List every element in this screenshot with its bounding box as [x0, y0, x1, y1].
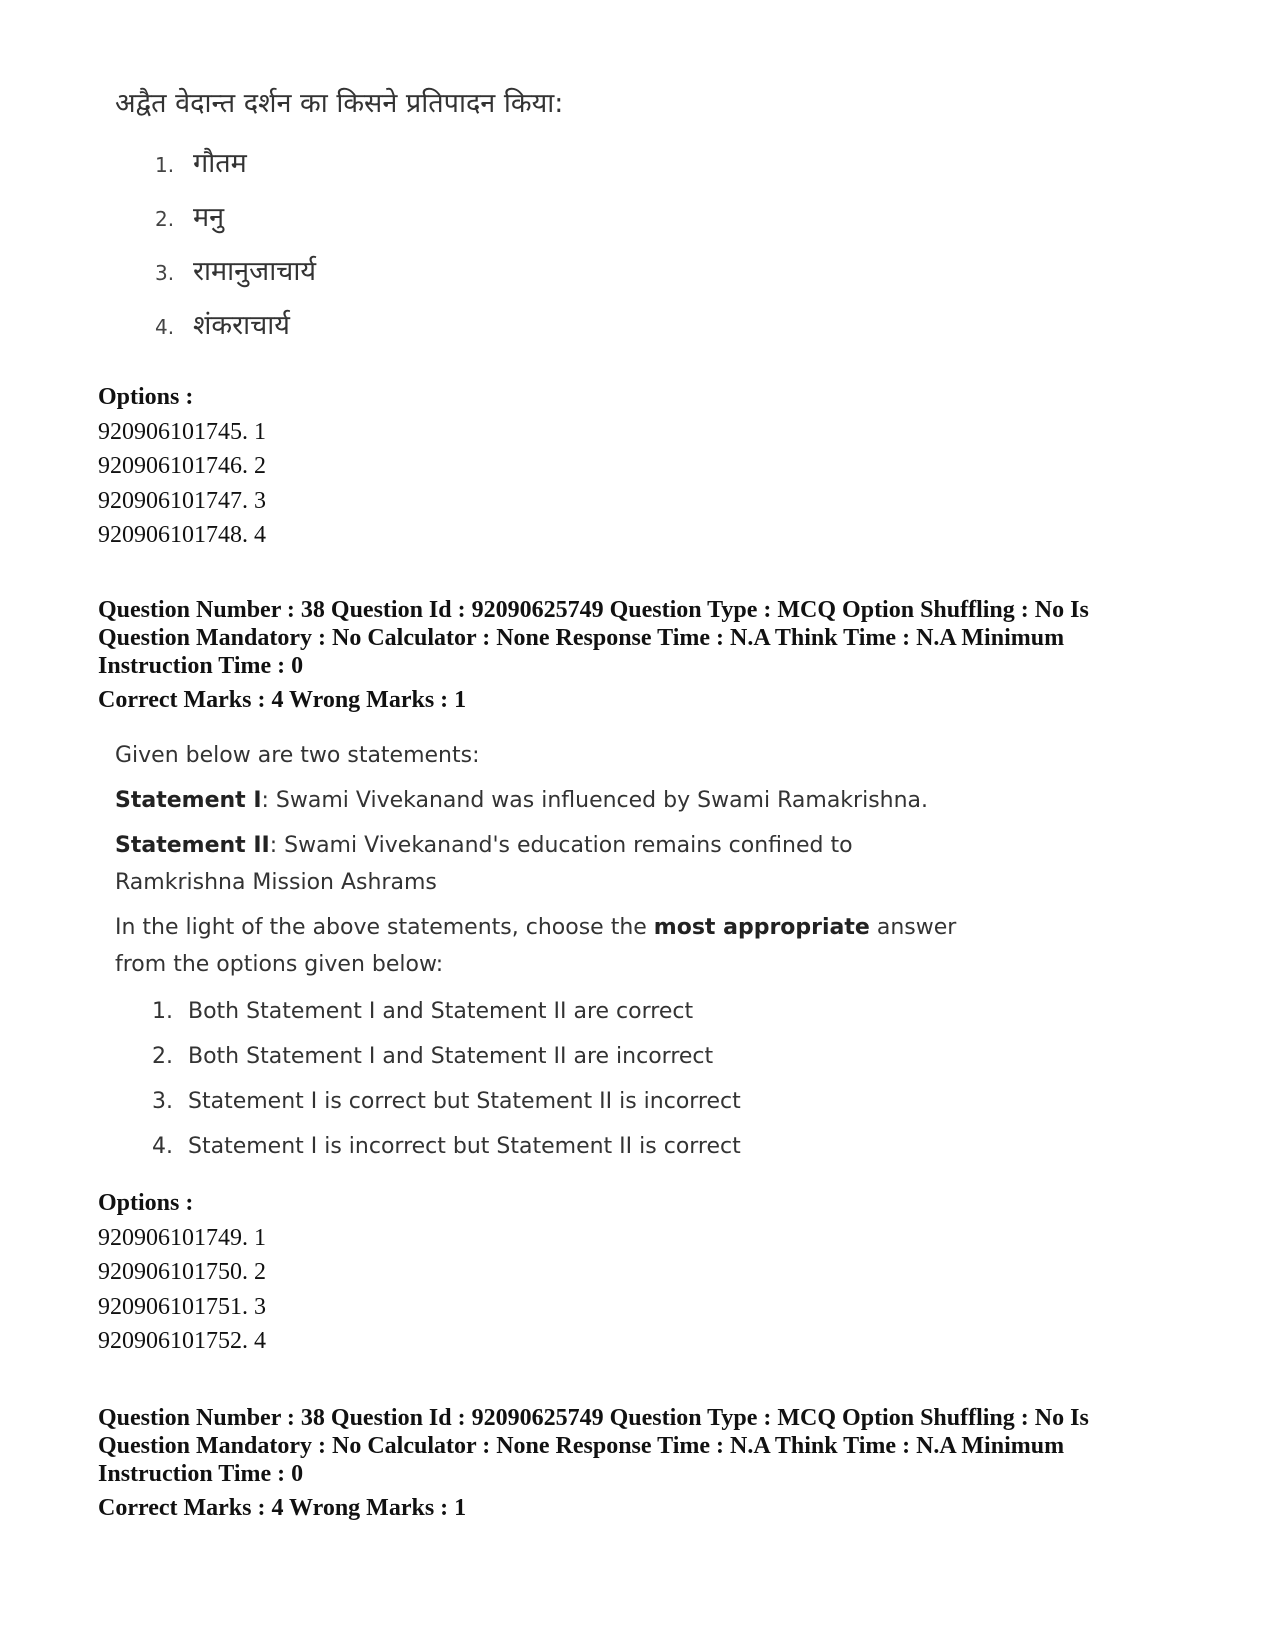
option-item: 920906101745. 1	[98, 418, 266, 445]
meta-line: Question Mandatory : No Calculator : None Response Time : N.A Think Time : N.A Minimum	[98, 625, 1065, 651]
statement-2-cont: Ramkrishna Mission Ashrams	[115, 870, 437, 895]
meta-line: Instruction Time : 0	[98, 653, 304, 679]
english-choice-list	[115, 993, 1015, 1173]
hindi-choice-1: 1. गौतम	[155, 148, 247, 179]
english-question-block	[115, 737, 1015, 1173]
option-item: 920906101751. 3	[98, 1293, 266, 1320]
english-choice-3: 3. Statement I is correct but Statement II is incorrect	[152, 1089, 741, 1114]
statement-2: Statement II: Swami Vivekanand's education remains confined to	[115, 833, 853, 858]
question-meta-2	[98, 1404, 1198, 1522]
options-heading: Options :	[98, 384, 194, 410]
meta-line: Question Number : 38 Question Id : 92090625749 Question Type : MCQ Option Shuffling : No Is	[98, 1405, 1089, 1431]
hindi-choice-2: 2. मनु	[155, 202, 225, 233]
english-choice-1: 1. Both Statement I and Statement II are correct	[152, 999, 694, 1024]
option-item: 920906101750. 2	[98, 1259, 266, 1285]
option-item: 920906101747. 3	[98, 487, 266, 514]
options-block-1	[98, 380, 266, 553]
options-block-2	[98, 1186, 266, 1359]
options-heading: Options :	[98, 1190, 194, 1216]
hindi-choice-3: 3. रामानुजाचार्य	[155, 256, 316, 287]
instruction-cont: from the options given below:	[115, 952, 444, 977]
question-meta-1	[98, 596, 1198, 714]
hindi-question-text: अद्वैत वेदान्त दर्शन का किसने प्रतिपादन किया:	[115, 88, 564, 119]
meta-line: Question Number : 38 Question Id : 92090625749 Question Type : MCQ Option Shuffling : No Is	[98, 597, 1089, 623]
option-item: 920906101749. 1	[98, 1224, 266, 1251]
english-choice-2: 2. Both Statement I and Statement II are incorrect	[152, 1044, 714, 1069]
option-item: 920906101748. 4	[98, 522, 266, 548]
english-choice-4: 4. Statement I is incorrect but Statement II is correct	[152, 1134, 741, 1159]
meta-line: Question Mandatory : No Calculator : None Response Time : N.A Think Time : N.A Minimum	[98, 1433, 1065, 1459]
meta-line: Instruction Time : 0	[98, 1461, 304, 1487]
option-item: 920906101746. 2	[98, 453, 266, 479]
marks-line: Correct Marks : 4 Wrong Marks : 1	[98, 687, 467, 713]
statement-1: Statement I: Swami Vivekanand was influenced by Swami Ramakrishna.	[115, 788, 929, 813]
hindi-question-block	[115, 85, 1015, 361]
option-item: 920906101752. 4	[98, 1328, 266, 1354]
question-intro: Given below are two statements:	[115, 743, 480, 768]
hindi-choice-4: 4. शंकराचार्य	[155, 310, 290, 341]
marks-line: Correct Marks : 4 Wrong Marks : 1	[98, 1495, 467, 1521]
instruction: In the light of the above statements, choose the most appropriate answer	[115, 915, 957, 940]
hindi-choice-list	[115, 145, 1015, 361]
